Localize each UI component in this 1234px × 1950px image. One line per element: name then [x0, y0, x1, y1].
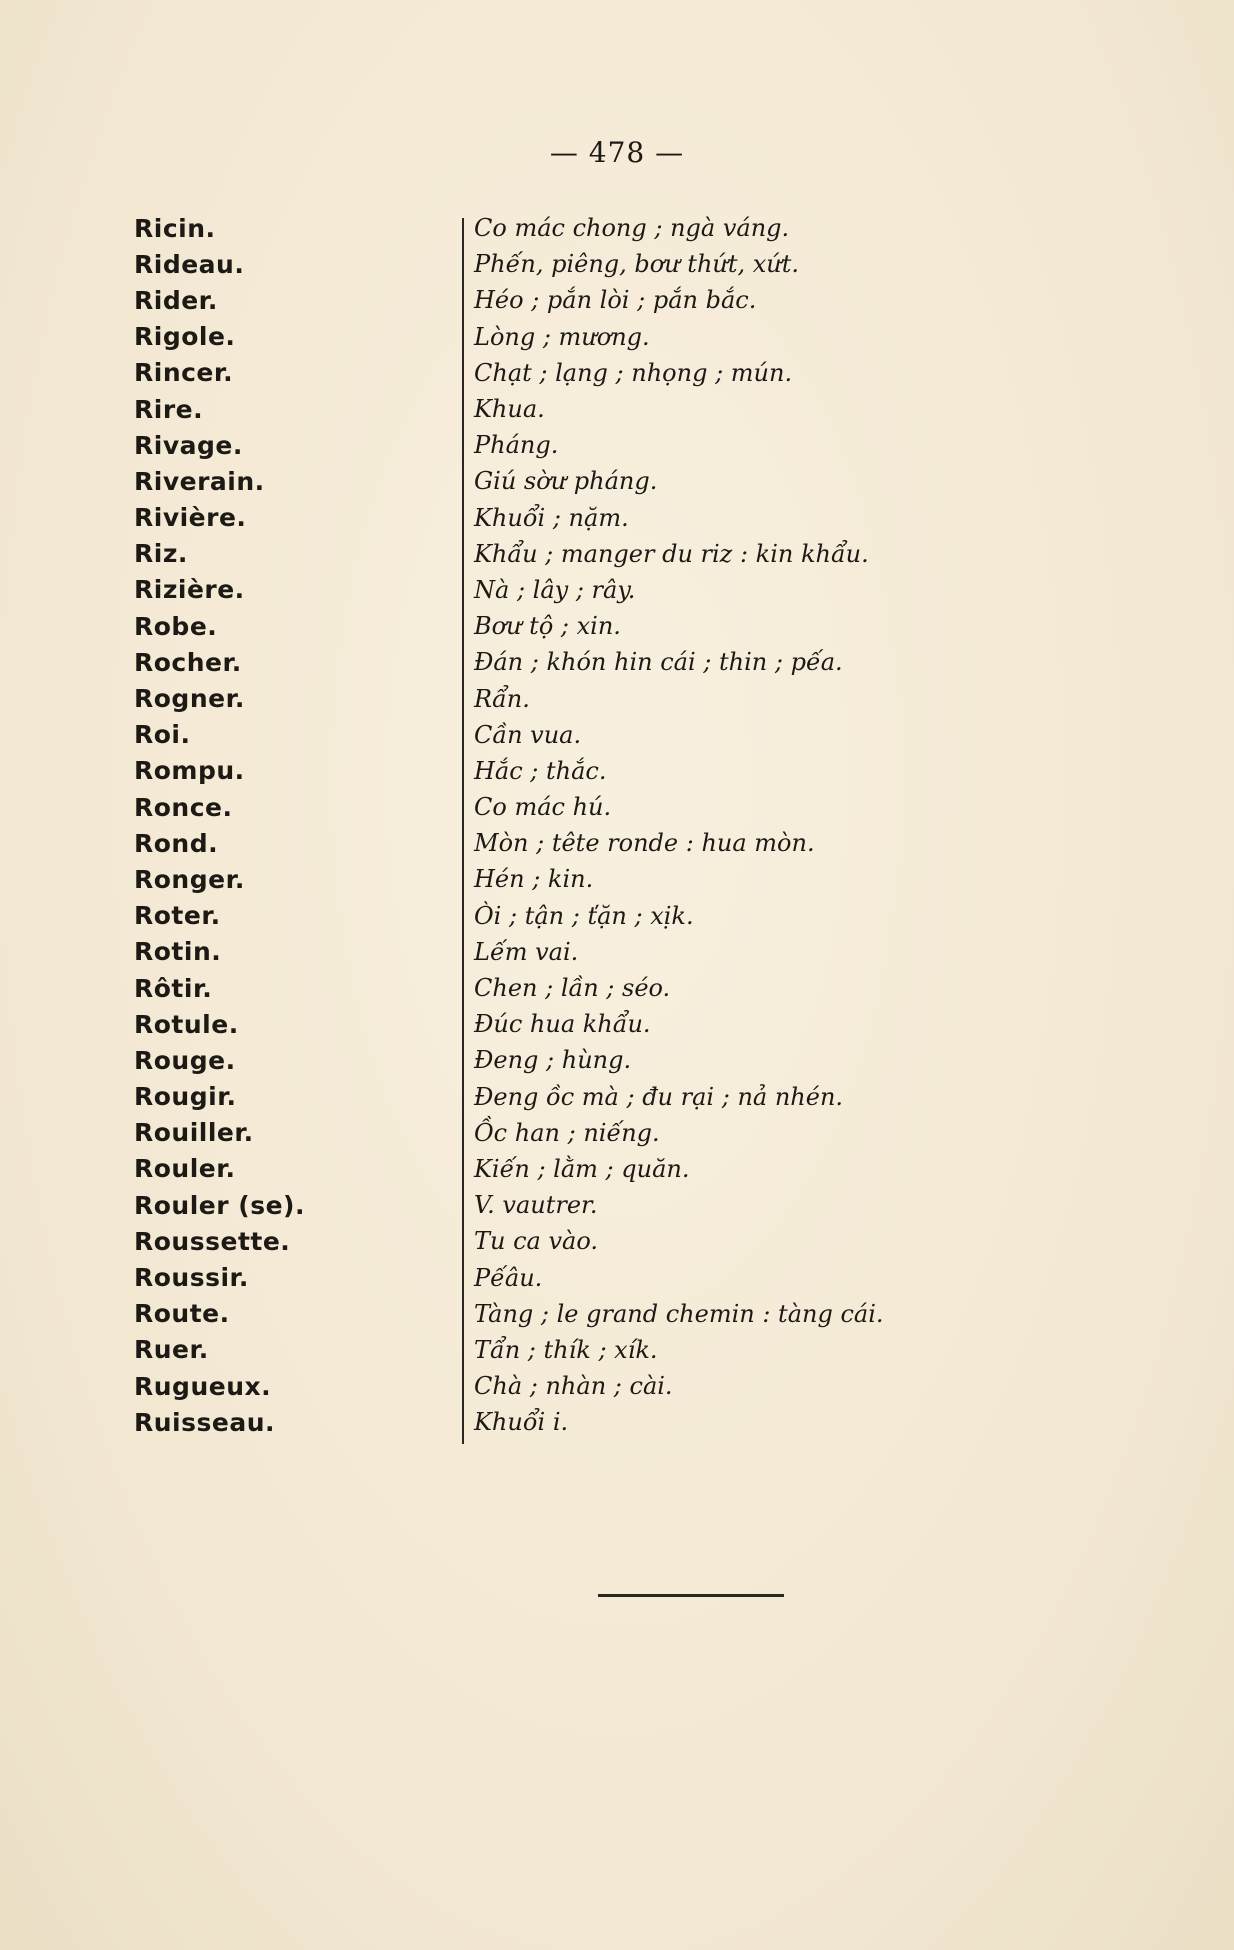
translation: Co mác hú. — [474, 793, 612, 822]
dictionary-entry — [134, 970, 1094, 1006]
french-headword: Rivière. — [134, 503, 247, 533]
french-headword: Riverain. — [134, 466, 265, 496]
dictionary-entry — [134, 282, 1094, 318]
french-headword: Rizière. — [134, 575, 245, 605]
dictionary-entry — [134, 500, 1094, 536]
dictionary-entry — [134, 753, 1094, 789]
translation: Òi ; tận ; ťặn ; xịk. — [474, 901, 694, 930]
dictionary-entry — [134, 1296, 1094, 1332]
french-headword: Rivage. — [134, 430, 243, 460]
dictionary-entry — [134, 355, 1094, 391]
french-headword: Ruisseau. — [134, 1407, 275, 1437]
translation: Đúc hua khẩu. — [474, 1010, 651, 1039]
french-headword: Rugueux. — [134, 1371, 272, 1401]
dictionary-entry — [134, 210, 1094, 246]
dictionary-entry — [134, 1151, 1094, 1187]
translation: Bơư tộ ; xin. — [474, 612, 621, 641]
french-headword: Roi. — [134, 720, 191, 750]
dictionary-entry — [134, 1404, 1094, 1440]
french-headword: Robe. — [134, 611, 218, 641]
dictionary-entry — [134, 608, 1094, 644]
translation: Chạt ; lạng ; nhọng ; mún. — [474, 358, 793, 387]
translation: Giú sờư pháng. — [474, 467, 658, 496]
dictionary-entry — [134, 572, 1094, 608]
translation: Lếm vai. — [474, 937, 579, 966]
dictionary-entry — [134, 1006, 1094, 1042]
dictionary-entry — [134, 1042, 1094, 1078]
dictionary-entries — [134, 210, 1094, 1440]
french-headword: Ronger. — [134, 864, 245, 894]
translation: Đeng ; hùng. — [474, 1046, 632, 1075]
dictionary-entry — [134, 898, 1094, 934]
translation: Rẩn. — [474, 684, 530, 713]
translation: Chen ; lần ; séo. — [474, 974, 671, 1003]
translation: Tẩn ; thík ; xík. — [474, 1335, 658, 1364]
translation: Hén ; kin. — [474, 865, 594, 894]
section-end-rule — [598, 1594, 784, 1597]
french-headword: Rideau. — [134, 249, 245, 279]
translation: Khẩu ; manger du riz : kin khẩu. — [474, 539, 869, 568]
translation: Tu ca vào. — [474, 1227, 598, 1256]
dictionary-entry — [134, 934, 1094, 970]
french-headword: Rocher. — [134, 647, 242, 677]
dictionary-entry — [134, 680, 1094, 716]
dictionary-entry — [134, 1079, 1094, 1115]
dictionary-entry — [134, 789, 1094, 825]
french-headword: Rire. — [134, 394, 204, 424]
french-headword: Ronce. — [134, 792, 233, 822]
translation: Lòng ; mương. — [474, 322, 650, 351]
dictionary-entry — [134, 717, 1094, 753]
translation: V. vautrer. — [474, 1191, 598, 1220]
translation: Ồc han ; niếng. — [474, 1118, 660, 1147]
translation: Hắc ; thắc. — [474, 756, 607, 785]
french-headword: Ruer. — [134, 1335, 209, 1365]
french-headword: Roter. — [134, 901, 221, 931]
translation: Nà ; lây ; rây. — [474, 575, 636, 604]
translation: Co mác chong ; ngà váng. — [474, 214, 790, 243]
french-headword: Ricin. — [134, 213, 216, 243]
dictionary-entry — [134, 463, 1094, 499]
french-headword: Rotule. — [134, 1009, 239, 1039]
french-headword: Rougir. — [134, 1082, 237, 1112]
dictionary-entry — [134, 1115, 1094, 1151]
dictionary-entry — [134, 1187, 1094, 1223]
translation: Héo ; pắn lòi ; pắn bắc. — [474, 286, 757, 315]
dictionary-entry — [134, 1223, 1094, 1259]
translation: Khua. — [474, 395, 545, 424]
dictionary-entry — [134, 1368, 1094, 1404]
translation: Chà ; nhàn ; cài. — [474, 1372, 673, 1401]
dictionary-entry — [134, 644, 1094, 680]
translation: Tàng ; le grand chemin : tàng cái. — [474, 1299, 884, 1328]
french-headword: Roussette. — [134, 1226, 291, 1256]
translation: Cần vua. — [474, 720, 582, 749]
dictionary-entry — [134, 246, 1094, 282]
dictionary-entry — [134, 861, 1094, 897]
french-headword: Rogner. — [134, 684, 245, 714]
french-headword: Route. — [134, 1299, 230, 1329]
french-headword: Rouge. — [134, 1045, 236, 1075]
translation: Kiến ; lằm ; quăn. — [474, 1154, 690, 1183]
french-headword: Rouiller. — [134, 1118, 254, 1148]
dictionary-entry — [134, 536, 1094, 572]
french-headword: Rond. — [134, 828, 219, 858]
translation: Pháng. — [474, 431, 559, 460]
dictionary-entry — [134, 1332, 1094, 1368]
french-headword: Riz. — [134, 539, 188, 569]
french-headword: Rotin. — [134, 937, 222, 967]
page-number: — 478 — — [549, 136, 685, 169]
french-headword: Roussir. — [134, 1263, 249, 1293]
dictionary-entry — [134, 825, 1094, 861]
translation: Đeng ồc mà ; đu rại ; nả nhén. — [474, 1082, 844, 1111]
french-headword: Rider. — [134, 285, 218, 315]
translation: Pếâu. — [474, 1263, 543, 1292]
french-headword: Rôtir. — [134, 973, 213, 1003]
dictionary-entry — [134, 1259, 1094, 1295]
translation: Khuổi ; nặm. — [474, 503, 629, 532]
translation: Phến, piêng, bơư thứt, xứt. — [474, 250, 800, 279]
french-headword: Rincer. — [134, 358, 234, 388]
translation: Khuổi i. — [474, 1408, 569, 1437]
translation: Đán ; khón hin cái ; thin ; pếa. — [474, 648, 843, 677]
french-headword: Rigole. — [134, 322, 236, 352]
dictionary-entry — [134, 319, 1094, 355]
dictionary-entry — [134, 391, 1094, 427]
french-headword: Rompu. — [134, 756, 245, 786]
french-headword: Rouler (se). — [134, 1190, 305, 1220]
dictionary-entry — [134, 427, 1094, 463]
translation: Mòn ; tête ronde : hua mòn. — [474, 829, 815, 858]
french-headword: Rouler. — [134, 1154, 236, 1184]
